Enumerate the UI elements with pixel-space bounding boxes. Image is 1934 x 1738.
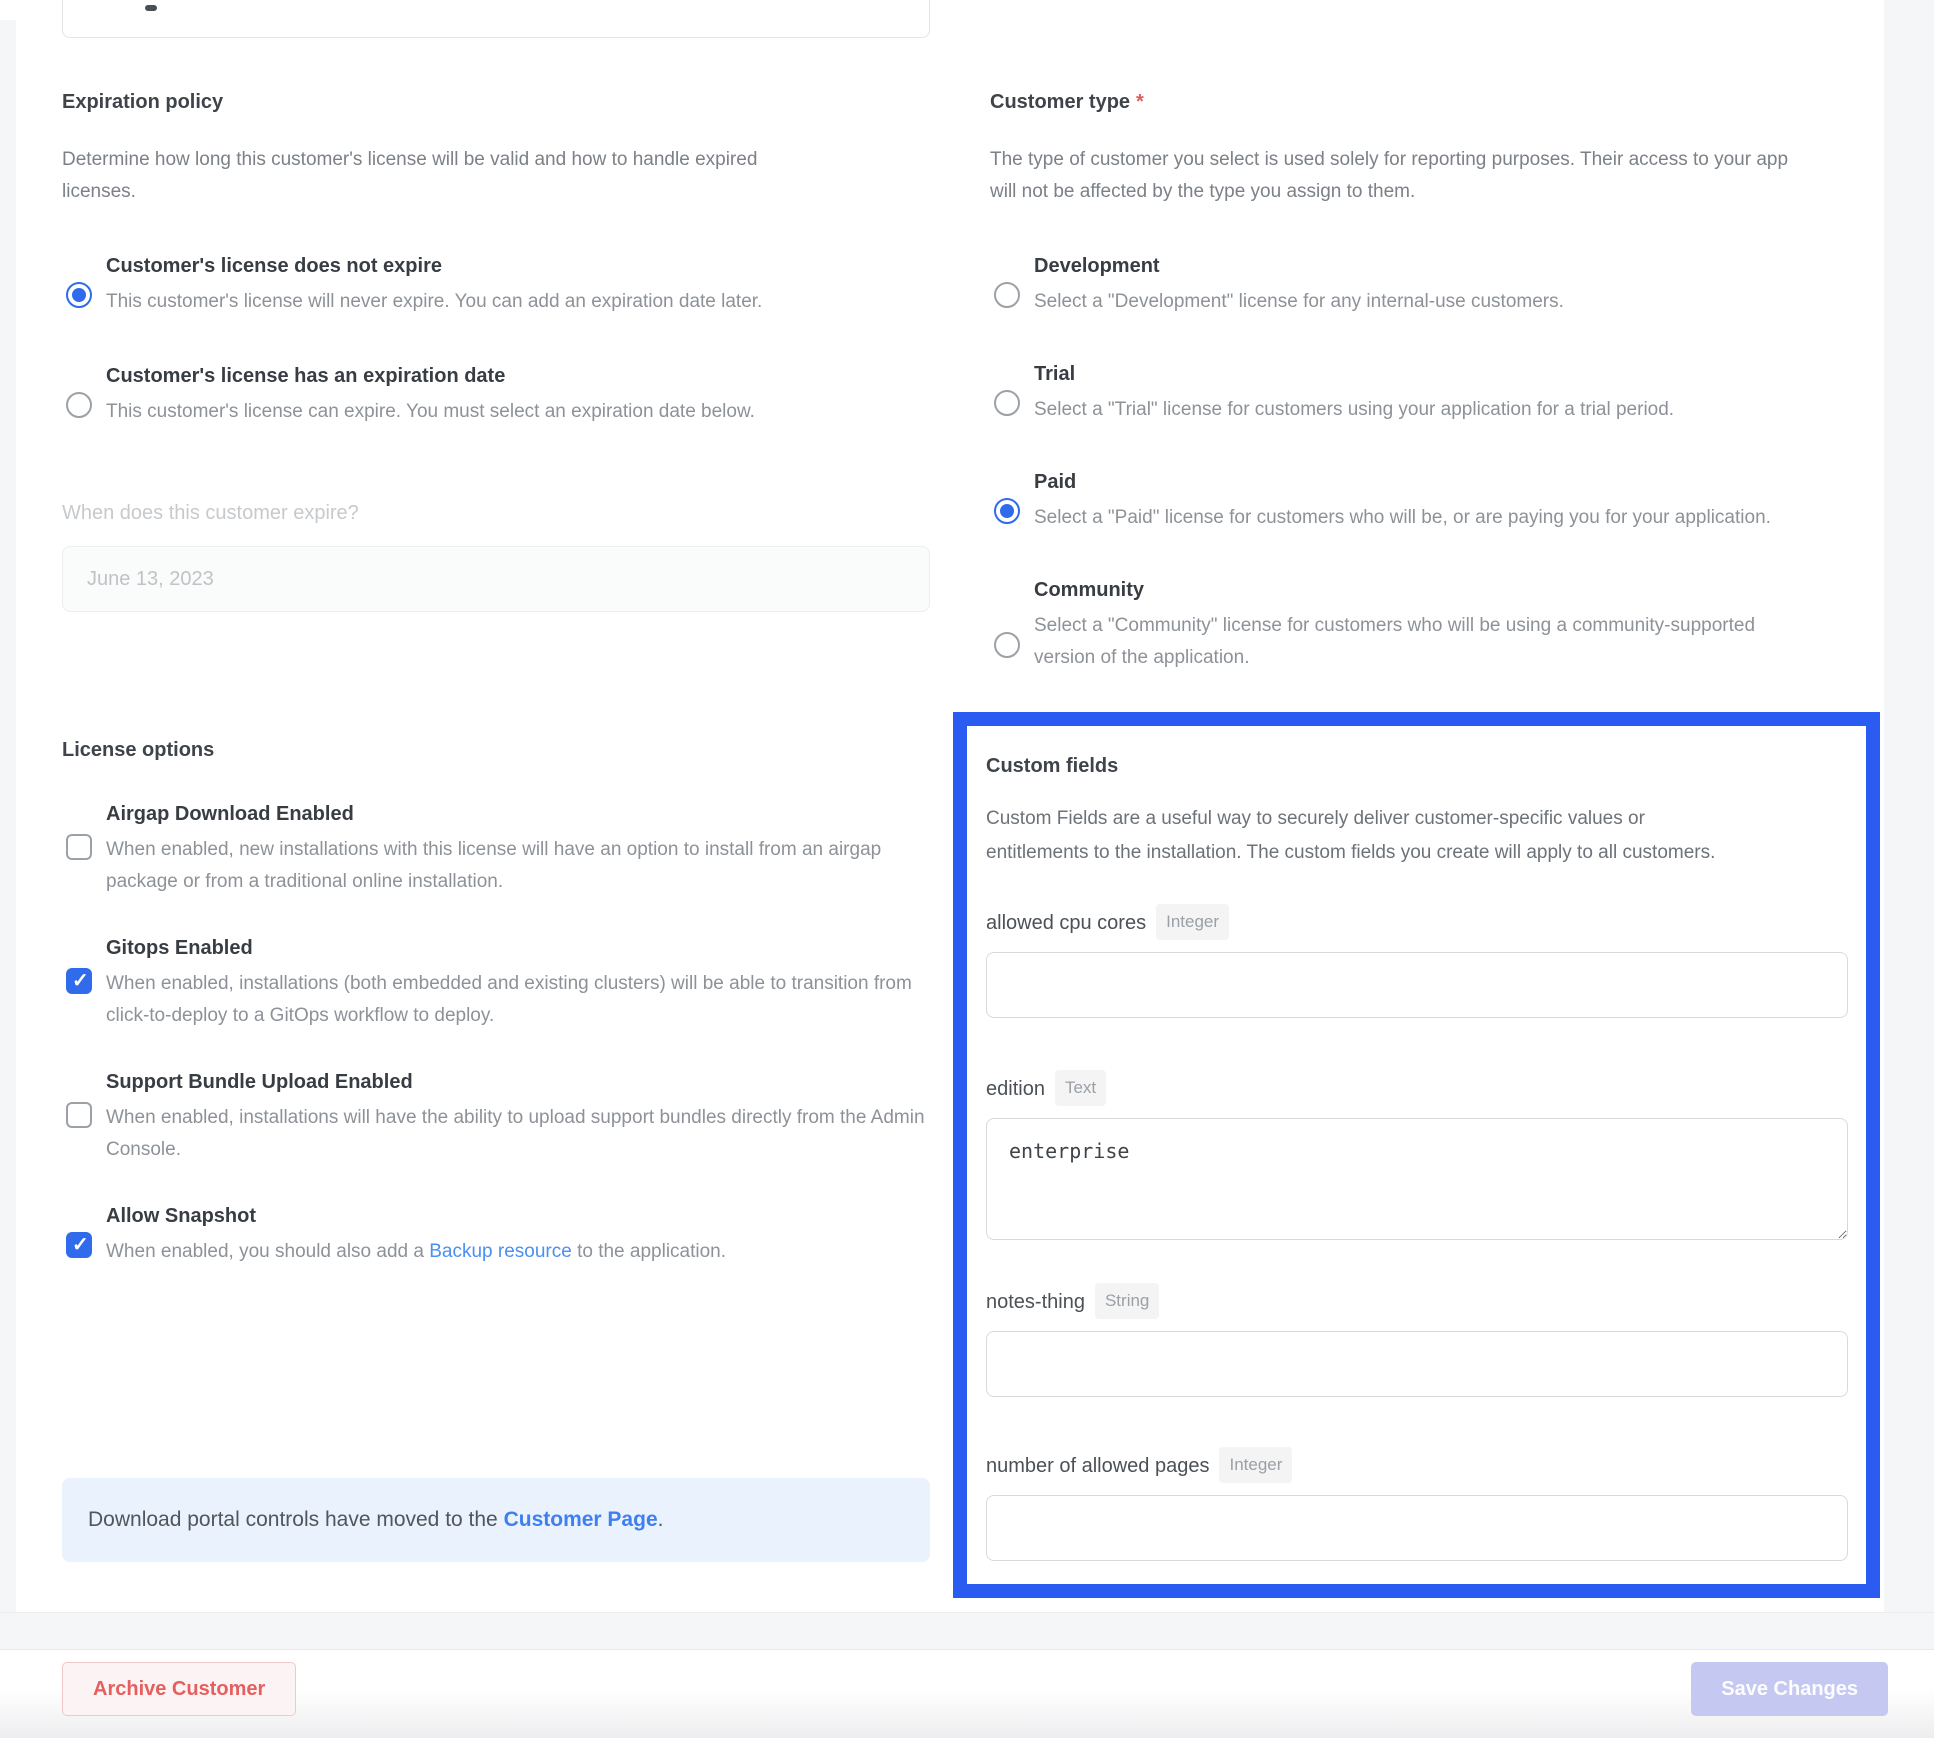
option-description: When enabled, installations will have the ability to upload support bundles directly from the Admin Console. <box>106 1107 925 1160</box>
checkbox-support-bundle-upload[interactable] <box>66 1102 92 1128</box>
field-type-badge: String <box>1095 1283 1159 1319</box>
notice-text-after: . <box>657 1508 664 1531</box>
notice-text-before: Download portal controls have moved to the <box>88 1508 504 1531</box>
allowed-cpu-cores-input[interactable] <box>986 952 1848 1018</box>
customer-type-title <box>990 88 1850 116</box>
option-label: Customer's license does not expire <box>106 255 442 277</box>
top-input-partial[interactable] <box>62 0 930 38</box>
radio-community[interactable] <box>994 632 1020 658</box>
snapshot-desc-after: to the application. <box>571 1241 727 1262</box>
snapshot-desc-before: When enabled, you should also add a <box>106 1241 430 1262</box>
field-type-badge: Integer <box>1219 1447 1292 1483</box>
custom-fields-title: Custom fields <box>986 755 1119 777</box>
expiration-policy-description: Determine how long this customer's license will be valid and how to handle expired licenses. <box>62 149 758 202</box>
option-label: Allow Snapshot <box>106 1205 256 1227</box>
option-license-has-expiration <box>62 362 932 428</box>
radio-development[interactable] <box>994 282 1020 308</box>
field-label-text: notes-thing <box>986 1291 1085 1313</box>
notes-thing-input[interactable] <box>986 1331 1848 1397</box>
option-description: When enabled, new installations with this license will have an option to install from an airgap package or from a traditional online installation. <box>106 839 882 892</box>
footer-separator-band <box>0 1612 1934 1650</box>
option-description: Select a "Paid" license for customers who will be, or are paying you for your application. <box>1034 507 1771 528</box>
customer-page-link[interactable]: Customer Page <box>503 1508 658 1531</box>
expire-date-label: When does this customer expire? <box>62 502 359 524</box>
field-label-allowed-cpu-cores <box>986 904 1848 940</box>
number-of-allowed-pages-input[interactable] <box>986 1495 1848 1561</box>
option-label: Community <box>1034 579 1144 601</box>
radio-paid[interactable] <box>994 498 1020 524</box>
field-label-text: allowed cpu cores <box>986 912 1147 934</box>
option-description: This customer's license can expire. You must select an expiration date below. <box>106 401 755 422</box>
option-label: Gitops Enabled <box>106 937 253 959</box>
field-type-badge: Text <box>1055 1070 1106 1106</box>
customer-type-section <box>990 88 1850 674</box>
option-development <box>990 252 1850 318</box>
option-paid <box>990 468 1850 534</box>
edition-textarea[interactable] <box>986 1118 1848 1240</box>
page-background-left <box>0 20 16 1738</box>
field-label-edition <box>986 1070 1848 1106</box>
option-label: Paid <box>1034 471 1077 493</box>
custom-fields-section-highlighted <box>953 712 1880 1598</box>
option-label: Trial <box>1034 363 1076 385</box>
checkbox-gitops-enabled[interactable] <box>66 968 92 994</box>
download-portal-notice <box>62 1478 930 1562</box>
archive-customer-button[interactable]: Archive Customer <box>62 1662 296 1716</box>
checkbox-allow-snapshot[interactable] <box>66 1232 92 1258</box>
footer-bar <box>0 1650 1934 1738</box>
license-options-title: License options <box>62 739 215 761</box>
radio-trial[interactable] <box>994 390 1020 416</box>
license-options-section <box>62 736 932 1268</box>
option-gitops-enabled <box>62 934 932 1032</box>
customer-type-description: The type of customer you select is used solely for reporting purposes. Their access to your app will not be affected by the type you assign to them. <box>990 149 1789 202</box>
option-description: When enabled, installations (both embedded and existing clusters) will be able to transition from click-to-deploy to a GitOps workflow to deploy. <box>106 973 912 1026</box>
checkbox-airgap-download[interactable] <box>66 834 92 860</box>
option-description: Select a "Community" license for customers who will be using a community-supported version of the application. <box>1034 615 1756 668</box>
page-background-right <box>1884 0 1934 1738</box>
option-license-does-not-expire <box>62 252 932 318</box>
required-asterisk: * <box>1136 91 1144 113</box>
option-airgap-download <box>62 800 932 898</box>
option-support-bundle-upload <box>62 1068 932 1166</box>
save-changes-button[interactable]: Save Changes <box>1691 1662 1888 1716</box>
backup-resource-link[interactable]: Backup resource <box>429 1241 572 1262</box>
option-community <box>990 576 1850 674</box>
option-label: Development <box>1034 255 1160 277</box>
custom-fields-description: Custom Fields are a useful way to securely deliver customer-specific values or entitlements to the installation. The custom fields you create will apply to all customers. <box>986 808 1716 863</box>
radio-license-does-not-expire[interactable] <box>66 282 92 308</box>
option-label: Customer's license has an expiration date <box>106 365 506 387</box>
expire-date-input[interactable] <box>62 546 930 612</box>
option-trial <box>990 360 1850 426</box>
option-allow-snapshot <box>62 1202 932 1268</box>
expire-date-section <box>62 500 932 612</box>
top-input-text-remnant <box>145 5 157 11</box>
option-description: This customer's license will never expire. You can add an expiration date later. <box>106 291 763 312</box>
field-type-badge: Integer <box>1156 904 1229 940</box>
expiration-policy-title: Expiration policy <box>62 91 224 113</box>
customer-type-title-text: Customer type <box>990 91 1131 113</box>
expiration-policy-section <box>62 88 932 428</box>
option-description: Select a "Development" license for any internal-use customers. <box>1034 291 1564 312</box>
option-description: Select a "Trial" license for customers using your application for a trial period. <box>1034 399 1675 420</box>
notice-text <box>88 1508 663 1532</box>
option-label: Support Bundle Upload Enabled <box>106 1071 413 1093</box>
field-label-text: number of allowed pages <box>986 1455 1210 1477</box>
radio-license-has-expiration[interactable] <box>66 392 92 418</box>
option-label: Airgap Download Enabled <box>106 803 354 825</box>
field-label-notes-thing <box>986 1283 1848 1319</box>
option-description <box>106 1236 932 1268</box>
field-label-text: edition <box>986 1078 1045 1100</box>
field-label-number-of-allowed-pages <box>986 1447 1848 1483</box>
